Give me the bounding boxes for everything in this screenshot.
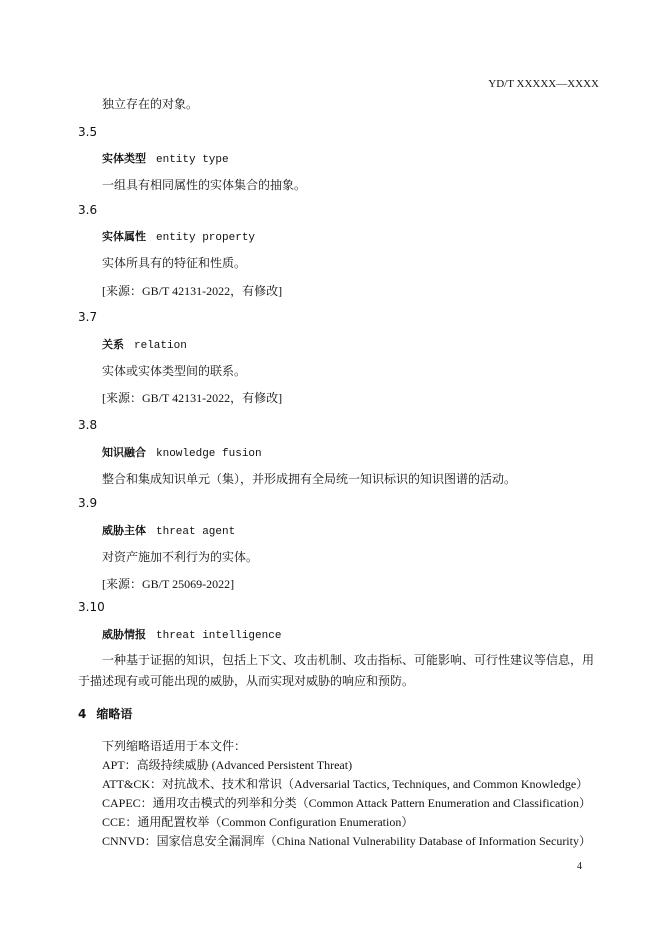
term-en: knowledge fusion xyxy=(156,448,262,460)
term-en: threat intelligence xyxy=(156,630,282,642)
abbreviation-item: CCE：通用配置枚举（Common Configuration Enumeration） xyxy=(102,815,414,829)
term-definition-3-10: 一种基于证据的知识，包括上下文、攻击机制、攻击指标、可能影响、可行性建议等信息，用于描述现有或可能出现的威胁，从而实现对威胁的响应和预防。 xyxy=(78,653,595,688)
term-heading-3-7 xyxy=(102,336,187,352)
term-number-3-8: 3.8 xyxy=(78,418,98,432)
term-definition-3-5: 一组具有相同属性的实体集合的抽象。 xyxy=(102,178,307,192)
term-source-3-9: [来源：GB/T 25069-2022] xyxy=(102,577,235,591)
term-source-3-6: [来源：GB/T 42131-2022，有修改] xyxy=(102,284,283,298)
term-heading-3-6 xyxy=(102,228,255,244)
abbreviation-item: CNNVD：国家信息安全漏洞库（China National Vulnerability Database of Information Security） xyxy=(102,834,591,848)
term-zh: 实体类型 xyxy=(102,152,146,165)
term-number-3-10: 3.10 xyxy=(78,600,105,614)
term-zh: 知识融合 xyxy=(102,446,146,459)
term-heading-3-10 xyxy=(102,626,281,642)
abbreviation-item: ATT&CK：对抗战术、技术和常识（Adversarial Tactics, Techniques, and Common Knowledge） xyxy=(102,777,589,791)
abbreviation-item: CAPEC：通用攻击模式的列举和分类（Common Attack Pattern Enumeration and Classification） xyxy=(102,796,591,810)
term-en: entity type xyxy=(156,154,229,166)
page-number: 4 xyxy=(577,861,582,872)
term-zh: 关系 xyxy=(102,338,124,351)
section-title: 缩略语 xyxy=(96,707,133,721)
term-en: relation xyxy=(134,340,187,352)
term-definition-3-7: 实体或实体类型间的联系。 xyxy=(102,364,247,378)
term-number-3-7: 3.7 xyxy=(78,310,98,324)
term-definition-3-6: 实体所具有的特征和性质。 xyxy=(102,256,247,270)
term-heading-3-8 xyxy=(102,444,262,460)
term-heading-3-9 xyxy=(102,522,235,538)
term-definition-3-8: 整合和集成知识单元（集），并形成拥有全局统一知识标识的知识图谱的活动。 xyxy=(102,472,517,486)
term-zh: 威胁情报 xyxy=(102,628,146,641)
term-en: entity property xyxy=(156,232,256,244)
term-definition-3-9: 对资产施加不利行为的实体。 xyxy=(102,550,259,564)
abbreviations-intro: 下列缩略语适用于本文件： xyxy=(102,739,247,753)
term-source-3-7: [来源：GB/T 42131-2022，有修改] xyxy=(102,391,283,405)
term-zh: 威胁主体 xyxy=(102,524,146,537)
document-id-header: YD/T XXXXX—XXXX xyxy=(488,78,599,90)
section-4-heading xyxy=(78,705,132,722)
term-number-3-6: 3.6 xyxy=(78,203,98,217)
term-number-3-5: 3.5 xyxy=(78,125,98,139)
term-heading-3-5 xyxy=(102,150,229,166)
term-number-3-9: 3.9 xyxy=(78,496,98,510)
intro-line: 独立存在的对象。 xyxy=(102,97,199,111)
term-en: threat agent xyxy=(156,526,236,538)
term-zh: 实体属性 xyxy=(102,230,146,243)
abbreviation-item: APT：高级持续威胁 (Advanced Persistent Threat) xyxy=(102,758,353,772)
section-number: 4 xyxy=(78,707,87,721)
